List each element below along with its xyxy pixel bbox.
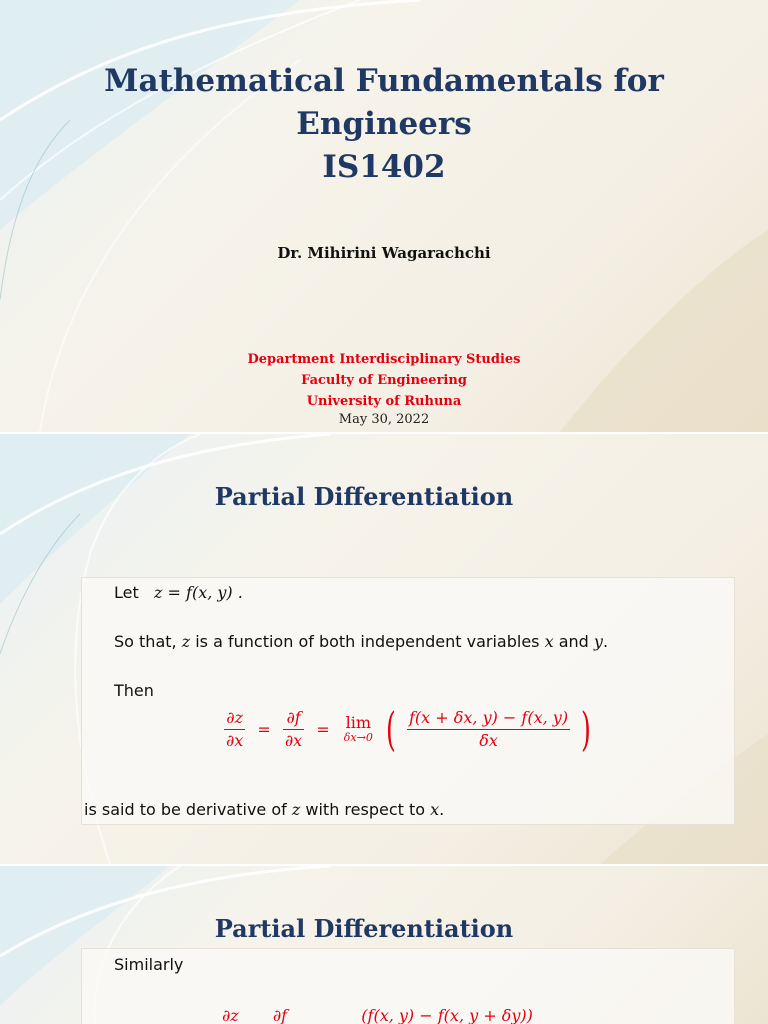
let-word: Let bbox=[114, 583, 139, 602]
numerator-difference: f(x, y) − f(x, y + δy) bbox=[367, 1006, 527, 1024]
difference-quotient bbox=[407, 708, 570, 751]
fraction-df-dx bbox=[283, 708, 304, 751]
left-parenthesis: ( bbox=[385, 702, 396, 756]
title-line-1: Mathematical Fundamentals for bbox=[104, 63, 664, 99]
denominator: δx bbox=[479, 730, 498, 750]
so-that-statement bbox=[114, 632, 608, 651]
numerator: ∂f bbox=[283, 708, 304, 730]
variable-x: x bbox=[430, 800, 440, 819]
author-name: Dr. Mihirini Wagarachchi bbox=[277, 244, 491, 262]
let-expression: z = f(x, y) . bbox=[154, 583, 243, 602]
partial-differentiation-slide-2 bbox=[0, 866, 768, 1024]
university-line: University of Ruhuna bbox=[306, 394, 462, 409]
so-that-prefix: So that, bbox=[114, 632, 177, 651]
department-block bbox=[0, 349, 768, 412]
course-code: IS1402 bbox=[322, 149, 446, 185]
left-parenthesis: ( bbox=[361, 1006, 368, 1024]
and-word: and bbox=[558, 632, 589, 651]
variable-z: z bbox=[181, 632, 191, 651]
equals-sign: = bbox=[316, 719, 330, 739]
numerator-df: ∂f bbox=[272, 1006, 288, 1024]
department-line: Department Interdisciplinary Studies bbox=[247, 352, 521, 367]
conclusion-middle: with respect to bbox=[305, 800, 426, 819]
partial-derivative-equation bbox=[222, 702, 595, 756]
right-parenthesis: ) bbox=[581, 702, 592, 756]
similarly-word: Similarly bbox=[114, 955, 184, 974]
title-line-2: Engineers bbox=[296, 106, 472, 142]
presentation-title bbox=[0, 60, 768, 189]
then-word: Then bbox=[114, 681, 154, 700]
period: . bbox=[602, 632, 609, 651]
right-parenthesis: ) bbox=[526, 1006, 533, 1024]
numerator: f(x + δx, y) − f(x, y) bbox=[407, 708, 570, 730]
conclusion-prefix: is said to be derivative of bbox=[84, 800, 287, 819]
denominator: ∂x bbox=[226, 730, 244, 750]
variable-x: x bbox=[544, 632, 554, 651]
slide-title: Partial Differentiation bbox=[214, 482, 514, 511]
slide-title: Partial Differentiation bbox=[214, 914, 514, 943]
conclusion-statement bbox=[84, 800, 444, 819]
presentation-date: May 30, 2022 bbox=[338, 412, 430, 427]
denominator: ∂x bbox=[284, 730, 303, 750]
numerator: ∂z bbox=[224, 708, 245, 730]
variable-z: z bbox=[291, 800, 301, 819]
content-panel bbox=[81, 577, 735, 825]
equals-sign: = bbox=[257, 719, 271, 739]
faculty-line: Faculty of Engineering bbox=[301, 373, 467, 388]
fraction-dz-dx bbox=[224, 708, 245, 751]
partial-derivative-equation-cropped bbox=[222, 1006, 533, 1024]
variable-y: y bbox=[593, 632, 603, 651]
so-that-text: is a function of both independent variables bbox=[195, 632, 540, 651]
limit-word: lim bbox=[345, 713, 371, 732]
limit-subscript: δx→0 bbox=[343, 731, 373, 744]
limit-operator bbox=[344, 714, 373, 744]
let-statement bbox=[114, 583, 243, 602]
numerator-dz: ∂z bbox=[222, 1006, 239, 1024]
partial-differentiation-slide-1 bbox=[0, 434, 768, 864]
title-slide bbox=[0, 0, 768, 432]
period: . bbox=[439, 800, 445, 819]
